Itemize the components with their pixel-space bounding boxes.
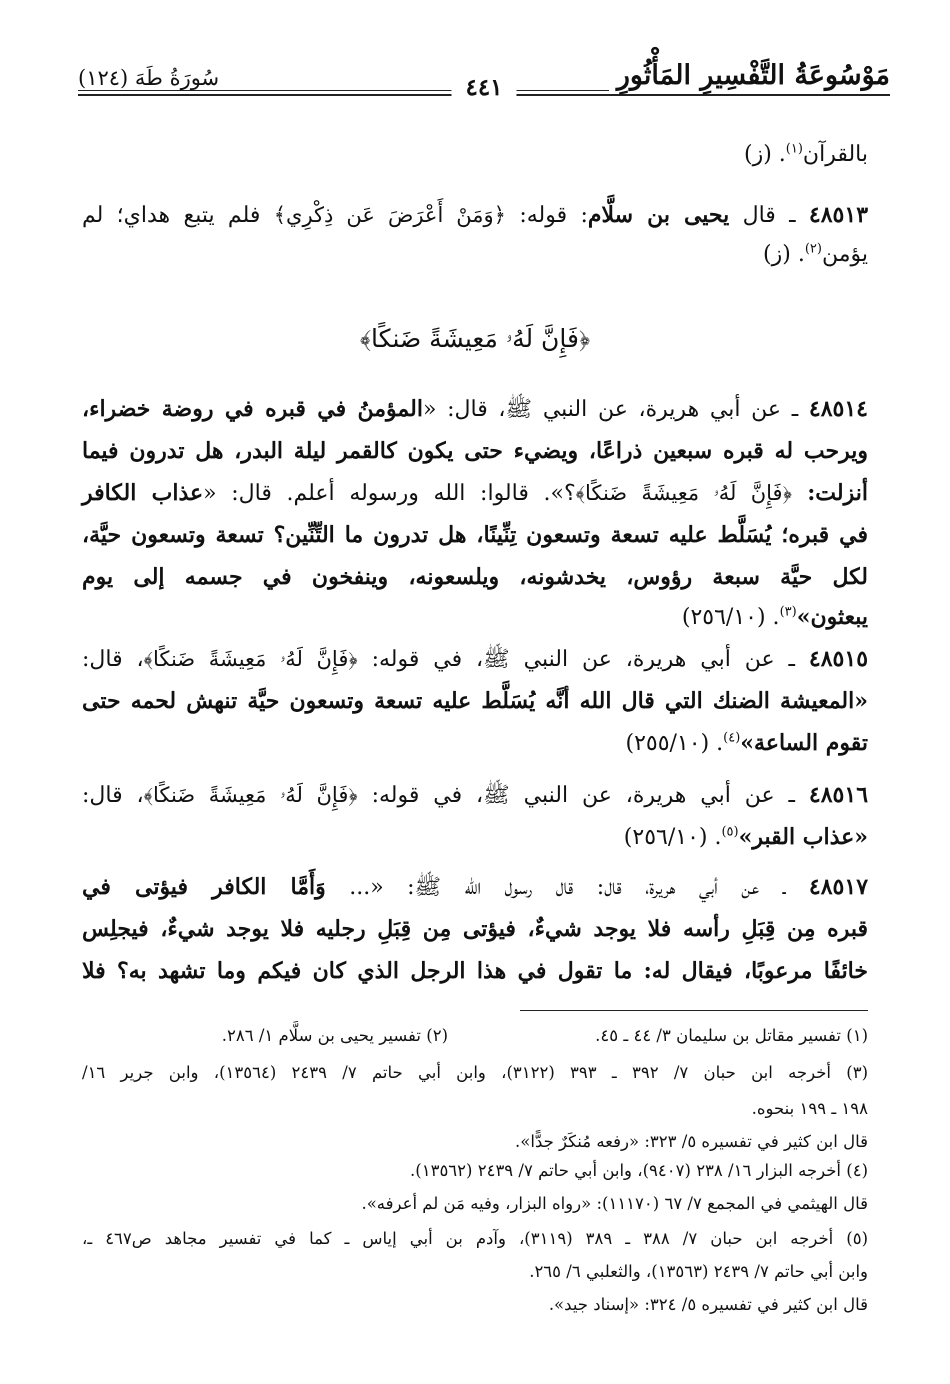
quran-verse: ﴿فَإِنَّ لَهُۥ مَعِيشَةً ضَنكًا﴾ bbox=[143, 783, 358, 807]
text-line: يبعثون»$^{(٣)}$. (٢٥٦/١٠) bbox=[681, 604, 868, 630]
volume-ref: . (٢٥٦/١٠) bbox=[681, 605, 780, 630]
text-line: «المعيشة الضنك التي قال الله أنَّه يُسَلَّط عليه تسعة وتسعون حيَّة تنهش لحمه حتى bbox=[82, 688, 868, 714]
surah-label: سُورَةُ طَهَ (١٢٤) bbox=[78, 66, 227, 90]
footnote-2: (٢) تفسير يحيى بن سلَّام ١/ ٢٨٦. bbox=[221, 1026, 448, 1045]
page-number: ٤٤١ bbox=[451, 74, 516, 101]
footnote-ref: (٥) bbox=[721, 824, 739, 840]
footnote-5-note: قال ابن كثير في تفسيره ٥/ ٣٢٤: «إسناد جيد». bbox=[548, 1295, 868, 1314]
quran-verse: ﴿فَإِنَّ لَهُۥ مَعِيشَةً ضَنكًا﴾ bbox=[143, 647, 358, 671]
text-line: بالقرآن$^{(١)}$. (ز) bbox=[744, 141, 868, 167]
text-line: أنزلت: ﴿فَإِنَّ لَهُۥ مَعِيشَةً ضَنكًا﴾؟». قالوا: الله ورسوله أعلم. قال: «عذاب الكافر bbox=[82, 480, 868, 506]
footnote-3-note: قال ابن كثير في تفسيره ٥/ ٣٢٣: «رفعه مُنكَرٌ جدًّا». bbox=[515, 1132, 868, 1151]
footnote-4-note: قال الهيثمي في المجمع ٧/ ٦٧ (١١١٧٠): «رواه البزار، وفيه مَن لم أعرفه». bbox=[361, 1194, 868, 1213]
text-line: خائفًا مرعوبًا، فيقال له: ما تقول في هذا الرجل الذي كان فيكم وما تشهد به؟ فلا bbox=[82, 958, 868, 984]
footnote-ref: (٤) bbox=[723, 730, 741, 746]
text-line: «عذاب القبر»$^{(٥)}$. (٢٥٦/١٠) bbox=[623, 824, 868, 850]
footnote-4: (٤) أخرجه البزار ١٦/ ٢٣٨ (٩٤٠٧)، وابن أبي حاتم ٧/ ٢٤٣٩ (١٣٥٦٢). bbox=[410, 1161, 868, 1180]
footnote-3: (٣) أخرجه ابن حبان ٧/ ٣٩٢ ـ ٣٩٣ (٣١٢٢)، وابن أبي حاتم ٧/ ٢٤٣٩ (١٣٥٦٤)، وابن جرير ١٦/ bbox=[82, 1063, 869, 1082]
page-header bbox=[78, 60, 890, 110]
footnote-5: (٥) أخرجه ابن حبان ٧/ ٣٨٨ ـ ٣٨٩ (٣١١٩)، وآدم بن أبي إياس ـ كما في تفسير مجاهد ص٤٦٧ ـ، bbox=[82, 1229, 869, 1248]
footnote-3-cont: ١٩٨ ـ ١٩٩ بنحوه. bbox=[751, 1099, 868, 1118]
book-title: مَوْسُوعَةُ التَّفْسِيرِ المَأْثُورِ bbox=[609, 60, 890, 91]
quran-verse: ﴿فَإِنَّ لَهُۥ مَعِيشَةً ضَنكًا﴾ bbox=[575, 481, 792, 505]
footnote-separator bbox=[520, 1010, 868, 1011]
text-line: قبره مِن قِبَلِ رأسه فلا يوجد شيءٌ، فيؤتى مِن قِبَلِ رجليه فلا يوجد شيءٌ، فيجلِس bbox=[82, 916, 868, 942]
entry-number: ٤٨٥١٦ bbox=[808, 782, 869, 808]
text-line: في قبره؛ يُسَلَّط عليه تسعة وتسعون تِنِّينًا، هل تدرون ما التِّنِّين؟ تسعة وتسعون حيَّة، bbox=[82, 522, 868, 548]
text-line: يؤمن$^{(٢)}$. (ز) bbox=[763, 241, 868, 267]
footnote-ref: (١) bbox=[785, 141, 803, 157]
volume-ref: . (٢٥٥/١٠) bbox=[625, 731, 724, 756]
text-line: لكل حيَّة سبعة رؤوس، يخدشونه، ويلسعونه، وينفخون في جسمه إلى يوم bbox=[82, 564, 868, 590]
text-line: ويرحب له قبره سبعين ذراعًا، ويضيء حتى يكون كالقمر ليلة البدر، هل تدرون فيما bbox=[82, 438, 868, 464]
footnote-1: (١) تفسير مقاتل بن سليمان ٣/ ٤٤ ـ ٤٥. bbox=[595, 1026, 868, 1045]
entry-48516: ٤٨٥١٦ ـ عن أبي هريرة، عن النبي ﷺ، في قوله: ﴿فَإِنَّ لَهُۥ مَعِيشَةً ضَنكًا﴾، قال: bbox=[82, 782, 869, 808]
entry-48513: ٤٨٥١٣ ـ قال يحيى بن سلَّام: قوله: ﴿وَمَنْ أَعْرَضَ عَن ذِكْرِي﴾ فلم يتبع هداي؛ لم bbox=[82, 202, 869, 228]
entry-number: ٤٨٥١٤ bbox=[808, 396, 868, 422]
footnote-ref: (٢) bbox=[804, 241, 822, 257]
section-heading: ﴿فَإِنَّ لَهُۥ مَعِيشَةً ضَنكًا﴾ bbox=[359, 324, 591, 353]
entry-number: ٤٨٥١٥ bbox=[808, 646, 869, 672]
entry-48517: ٤٨٥١٧ ـ عن أبي هريرة، قال: قال رسول الله ﷺ: «... وَأَمَّا الكافر فيؤتى في bbox=[82, 874, 869, 900]
narrator-name: يحيى بن سلَّام bbox=[587, 202, 730, 228]
volume-ref: . (٢٥٦/١٠) bbox=[623, 825, 722, 850]
entry-48514: ٤٨٥١٤ ـ عن أبي هريرة، عن النبي ﷺ، قال: «المؤمنُ في قبره في روضة خضراء، bbox=[82, 396, 868, 422]
entry-48515: ٤٨٥١٥ ـ عن أبي هريرة، عن النبي ﷺ، في قوله: ﴿فَإِنَّ لَهُۥ مَعِيشَةً ضَنكًا﴾، قال: bbox=[82, 646, 869, 672]
entry-number: ٤٨٥١٧ bbox=[808, 874, 869, 900]
footnote-ref: (٣) bbox=[779, 604, 797, 620]
entry-number: ٤٨٥١٣ bbox=[808, 202, 869, 228]
quran-verse: ﴿وَمَنْ أَعْرَضَ عَن ذِكْرِي﴾ bbox=[273, 203, 506, 227]
footnote-5-cont: وابن أبي حاتم ٧/ ٢٤٣٩ (١٣٥٦٣)، والثعلبي ٦/ ٢٦٥. bbox=[529, 1262, 868, 1281]
text-line: تقوم الساعة»$^{(٤)}$. (٢٥٥/١٠) bbox=[625, 730, 868, 756]
